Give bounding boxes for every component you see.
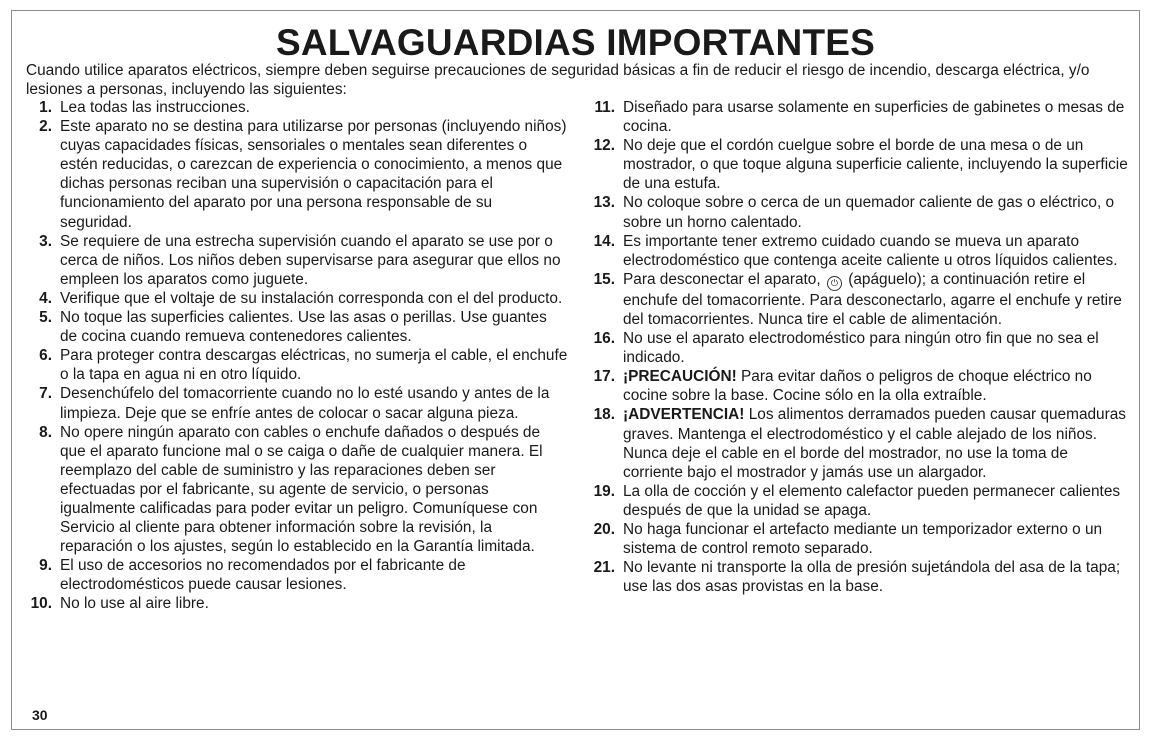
item-number: 2. — [39, 118, 52, 136]
item-number: 1. — [39, 99, 52, 116]
item-number: 15. — [593, 270, 615, 288]
list-item — [589, 193, 1129, 231]
item-number: 16. — [593, 330, 615, 348]
list-item — [589, 520, 1129, 558]
item-text: Desenchúfelo del tomacorriente cuando no lo esté usando y antes de la limpieza. Deje que se enfríe antes de colocar o sacar alguna pieza. — [60, 385, 550, 422]
item-text — [623, 367, 1129, 405]
item-text: Diseñado para usarse solamente en superficies de gabinetes o mesas de cocina. — [623, 99, 1125, 136]
caution-keyword: ¡PRECAUCIÓN! — [623, 368, 737, 386]
page-title: SALVAGUARDIAS IMPORTANTES — [275, 22, 876, 63]
list-item — [26, 423, 568, 557]
item-body: Para evitar daños o peligros de choque eléctrico no cocine sobre la base. Cocine sólo en la olla extraíble. — [623, 368, 1092, 405]
list-item — [589, 98, 1129, 136]
list-item — [589, 232, 1129, 270]
item-text: Se requiere de una estrecha supervisión cuando el aparato se use por o cerca de niños. Los niños deben supervisarse para asegurar que ellos no empleen los aparatos como juguete. — [60, 232, 561, 288]
item-text: Este aparato no se destina para utilizarse por personas (incluyendo niños) cuyas capacidades físicas, sensoriales o mentales sean diferentes o estén reducidas, o carezcan de experiencia o conocimiento, a menos que dichas personas reciban una supervisión o capacitación para el funcionamiento del aparato por una persona responsable de su seguridad. — [60, 118, 567, 231]
list-item — [26, 117, 568, 232]
warning-keyword: ¡ADVERTENCIA! — [623, 406, 745, 424]
intro-paragraph: Cuando utilice aparatos eléctricos, siempre deben seguirse precauciones de seguridad básicas a fin de reducir el riesgo de incendio, descarga eléctrica, y/o lesiones a personas, incluyendo las siguientes: — [26, 62, 1090, 98]
list-item — [26, 346, 568, 384]
list-item — [589, 136, 1129, 193]
item-number: 21. — [593, 559, 615, 577]
list-item — [589, 329, 1129, 367]
item-text: No toque las superficies calientes. Use las asas o perillas. Use guantes de cocina cuando remueva contenedores calientes. — [60, 309, 547, 346]
item-number: 19. — [593, 482, 615, 500]
list-item — [589, 482, 1129, 520]
item-text: No deje que el cordón cuelgue sobre el borde de una mesa o de un mostrador, o que toque alguna superficie caliente, incluyendo la superficie de una estufa. — [623, 137, 1128, 193]
item-body: Los alimentos derramados pueden causar quemaduras graves. Mantenga el electrodoméstico y el cable alejado de los niños. Nunca deje el cable en el borde del mostrador, no use la toma de corriente bajo el mostrador y jamás use un alargador. — [623, 406, 1126, 481]
list-item — [589, 405, 1129, 481]
item-number: 5. — [39, 309, 52, 327]
item-text: No haga funcionar el artefacto mediante un temporizador externo o un sistema de control remoto separado. — [623, 520, 1103, 558]
item-text: No opere ningún aparato con cables o enchufe dañados o después de que el aparato funcione mal o se caiga o dañe de cualquier manera. El reemplazo del cable de suministro y las reparaciones deben ser efectuadas por el fabricante, su agente de servicio, o personas igualmente calificadas para poder evitar un peligro. Comuníquese con Servicio al cliente para obtener información sobre la revisión, la reparación o los ajustes, según lo establecido en la Garantía limitada. — [60, 423, 543, 556]
list-item — [26, 98, 568, 117]
list-item — [26, 289, 568, 308]
item-number: 13. — [593, 194, 615, 212]
power-icon: ⏻ — [827, 276, 842, 291]
list-item — [589, 558, 1129, 596]
item-number: 4. — [39, 289, 52, 307]
item-text-after: (apáguelo); a continuación retire el enchufe del tomacorriente. Para desconectarlo, agarre el enchufe y retire del tomacorrientes. Nunca tire el cable de alimentación. — [623, 270, 1122, 328]
list-item — [589, 367, 1129, 405]
document-page — [11, 10, 1140, 730]
item-text: Para proteger contra descargas eléctricas, no sumerja el cable, el enchufe o la tapa en agua ni en otro líquido. — [60, 347, 568, 384]
list-item — [26, 308, 568, 346]
item-number: 18. — [593, 406, 615, 424]
item-number: 3. — [39, 232, 52, 250]
item-text: El uso de accesorios no recomendados por el fabricante de electrodomésticos puede causar lesiones. — [60, 557, 466, 594]
item-number: 7. — [39, 385, 52, 403]
item-number: 20. — [593, 520, 615, 538]
item-number: 6. — [39, 347, 52, 365]
item-text-before: Para desconectar el aparato, — [623, 270, 821, 288]
item-text: La olla de cocción y el elemento calefactor pueden permanecer calientes después de que la unidad se apaga. — [623, 482, 1121, 519]
item-text — [623, 270, 1129, 329]
item-text: Es importante tener extremo cuidado cuando se mueva un aparato electrodoméstico que contenga aceite caliente u otros líquidos calientes. — [623, 232, 1118, 269]
item-number: 11. — [594, 99, 615, 116]
list-item — [26, 384, 568, 422]
list-item — [26, 556, 568, 594]
item-number: 12. — [593, 137, 615, 155]
list-item — [26, 232, 568, 289]
item-text: No use el aparato electrodoméstico para ningún otro fin que no sea el indicado. — [623, 330, 1099, 367]
list-item — [589, 270, 1129, 329]
item-number: 8. — [39, 423, 52, 441]
item-number: 14. — [593, 232, 615, 250]
list-item — [26, 594, 568, 613]
item-text: No lo use al aire libre. — [60, 595, 209, 613]
item-text — [623, 405, 1129, 481]
item-text: Verifique que el voltaje de su instalación corresponda con el del producto. — [60, 289, 563, 307]
item-number: 17. — [593, 368, 615, 386]
item-number: 9. — [39, 557, 52, 575]
item-text: No levante ni transporte la olla de presión sujetándola del asa de la tapa; use las dos asas provistas en la base. — [623, 559, 1121, 596]
page-number: 30 — [32, 707, 48, 723]
item-number: 10. — [30, 595, 52, 613]
safety-list-left — [26, 98, 568, 614]
item-text: Lea todas las instrucciones. — [60, 99, 250, 116]
safety-list-right — [589, 98, 1129, 596]
item-text: No coloque sobre o cerca de un quemador caliente de gas o eléctrico, o sobre un horno calentado. — [623, 194, 1115, 231]
